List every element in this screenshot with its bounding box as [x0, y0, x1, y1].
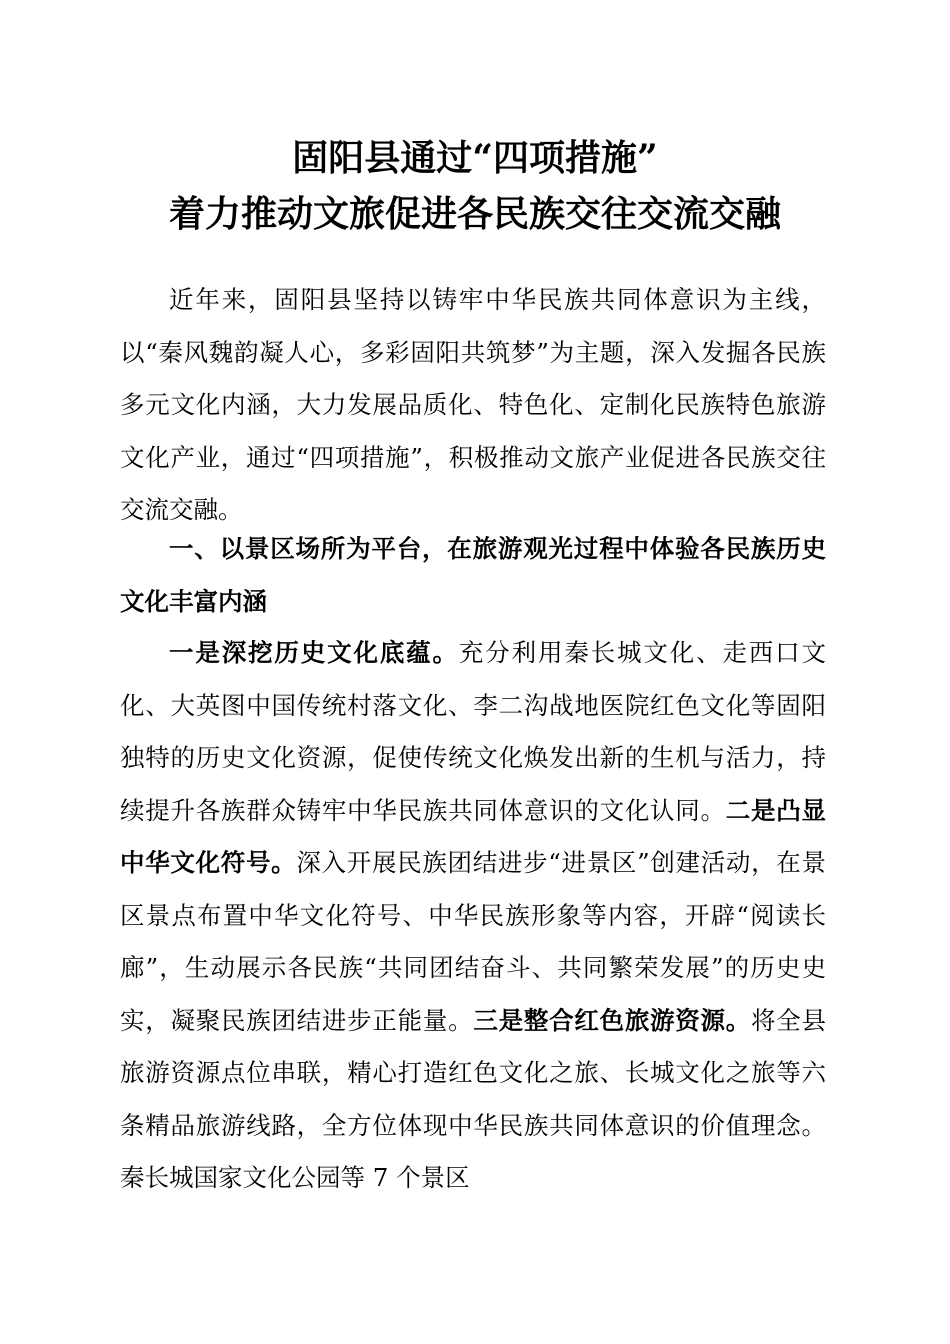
- point-1-text: 充分利用秦长城文化、走西口文化、大英图中国传统村落文化、李二沟战地医院红色文化等固阳独特的历史文化资源，促使传统文化焕发出新的生机与活力，持续提升各族群众铸牢中华民族共同体意识的文化认同。: [120, 638, 827, 825]
- document-title-line-1: 固阳县通过“四项措施”: [292, 137, 658, 179]
- section-body-paragraph: [120, 627, 826, 1205]
- document-title-line-2: 着力推动文旅促进各民族交往交流交融: [168, 193, 781, 235]
- point-2-lead: 二是凸显中华文化符号。: [120, 795, 827, 877]
- point-3-text: 将全县旅游资源点位串联，精心打造红色文化之旅、长城文化之旅等六条精品旅游线路，全方位体现中华民族共同体意识的价值理念。秦长城国家文化公园等 7 个景区: [120, 1005, 827, 1192]
- section-heading: 一、以景区场所为平台，在旅游观光过程中体验各民族历史文化丰富内涵: [120, 534, 826, 616]
- point-2-text: 深入开展民族团结进步“进景区”创建活动，在景区景点布置中华文化符号、中华民族形象等内容，开辟“阅读长廊”，生动展示各民族“共同团结奋斗、共同繁荣发展”的历史史实，凝聚民族团结进步正能量。: [120, 848, 826, 1035]
- point-1-lead: 一是深挖历史文化底蕴。: [169, 638, 459, 667]
- intro-paragraph: 近年来，固阳县坚持以铸牢中华民族共同体意识为主线，以“秦风魏韵凝人心，多彩固阳共筑梦”为主题，深入发掘各民族多元文化内涵，大力发展品质化、特色化、定制化民族特色旅游文化产业，通过“四项措施”，积极推动文旅产业促进各民族交往交流交融。: [120, 285, 826, 524]
- point-3-lead: 三是整合红色旅游资源。: [473, 1005, 752, 1035]
